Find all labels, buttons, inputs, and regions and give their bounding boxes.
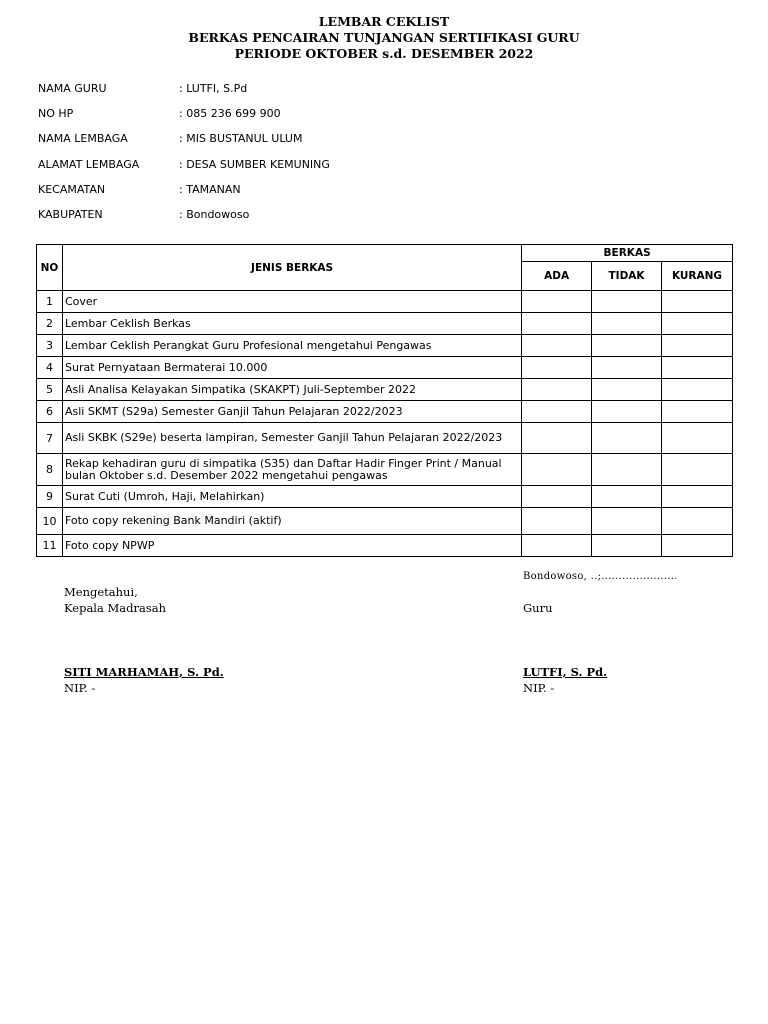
kurang-checkbox-cell[interactable] xyxy=(662,401,733,423)
info-value: : 085 236 699 900 xyxy=(179,107,281,121)
row-number: 7 xyxy=(37,423,63,454)
signature-right-role: Guru xyxy=(523,601,553,615)
kurang-checkbox-cell[interactable] xyxy=(662,357,733,379)
column-header-berkas: BERKAS xyxy=(522,245,733,262)
info-row-kabupaten xyxy=(38,208,538,233)
table-row xyxy=(37,454,733,486)
column-header-tidak: TIDAK xyxy=(592,262,662,291)
kurang-checkbox-cell[interactable] xyxy=(662,486,733,508)
row-number: 4 xyxy=(37,357,63,379)
info-value: : TAMANAN xyxy=(179,182,241,196)
table-row xyxy=(37,508,733,535)
ada-checkbox-cell[interactable] xyxy=(522,291,592,313)
table-row xyxy=(37,486,733,508)
row-jenis: Asli SKBK (S29e) beserta lampiran, Semester Ganjil Tahun Pelajaran 2022/2023 xyxy=(62,423,521,454)
table-row xyxy=(37,291,733,313)
table-row xyxy=(37,313,733,335)
table-row xyxy=(37,401,733,423)
info-value: : LUTFI, S.Pd xyxy=(179,82,248,95)
signature-date: Bondowoso, ..;...................... xyxy=(523,571,678,582)
row-jenis: Asli Analisa Kelayakan Simpatika (SKAKPT) Juli-September 2022 xyxy=(62,379,521,401)
row-number: 5 xyxy=(37,379,63,401)
row-jenis: Foto copy NPWP xyxy=(62,535,521,557)
document-header xyxy=(0,14,768,62)
signature-left-greeting: Mengetahui, xyxy=(64,585,138,599)
ada-checkbox-cell[interactable] xyxy=(522,535,592,557)
tidak-checkbox-cell[interactable] xyxy=(592,423,662,454)
kurang-checkbox-cell[interactable] xyxy=(662,535,733,557)
table-row xyxy=(37,335,733,357)
column-header-ada: ADA xyxy=(522,262,592,291)
header-subtitle: BERKAS PENCAIRAN TUNJANGAN SERTIFIKASI GURU xyxy=(188,30,580,45)
info-label: NO HP xyxy=(38,107,74,121)
row-number: 2 xyxy=(37,313,63,335)
column-header-kurang: KURANG xyxy=(662,262,733,291)
kurang-checkbox-cell[interactable] xyxy=(662,335,733,357)
row-jenis: Lembar Ceklish Perangkat Guru Profesional mengetahui Pengawas xyxy=(62,335,521,357)
info-label: KECAMATAN xyxy=(38,182,106,196)
row-number: 6 xyxy=(37,401,63,423)
info-row-nama-lembaga xyxy=(38,132,538,157)
ada-checkbox-cell[interactable] xyxy=(522,313,592,335)
ada-checkbox-cell[interactable] xyxy=(522,379,592,401)
row-jenis: Asli SKMT (S29a) Semester Ganjil Tahun Pelajaran 2022/2023 xyxy=(62,401,521,423)
kurang-checkbox-cell[interactable] xyxy=(662,379,733,401)
kurang-checkbox-cell[interactable] xyxy=(662,423,733,454)
info-row-nama-guru xyxy=(38,82,538,107)
ada-checkbox-cell[interactable] xyxy=(522,486,592,508)
row-number: 1 xyxy=(37,291,63,313)
signature-right-nip: NIP. - xyxy=(523,681,555,695)
info-row-kecamatan xyxy=(38,183,538,208)
checklist-table xyxy=(36,244,733,557)
info-value: : Bondowoso xyxy=(179,207,250,221)
column-header-jenis: JENIS BERKAS xyxy=(62,245,521,291)
info-value: : DESA SUMBER KEMUNING xyxy=(179,157,330,171)
table-row xyxy=(37,535,733,557)
info-label: NAMA GURU xyxy=(38,82,107,95)
tidak-checkbox-cell[interactable] xyxy=(592,379,662,401)
table-row xyxy=(37,423,733,454)
header-period: PERIODE OKTOBER s.d. DESEMBER 2022 xyxy=(234,46,534,61)
table-row xyxy=(37,379,733,401)
tidak-checkbox-cell[interactable] xyxy=(592,357,662,379)
signature-left-name: SITI MARHAMAH, S. Pd. xyxy=(64,665,224,679)
ada-checkbox-cell[interactable] xyxy=(522,335,592,357)
header-title: LEMBAR CEKLIST xyxy=(318,14,450,29)
tidak-checkbox-cell[interactable] xyxy=(592,401,662,423)
row-jenis: Surat Cuti (Umroh, Haji, Melahirkan) xyxy=(62,486,521,508)
ada-checkbox-cell[interactable] xyxy=(522,401,592,423)
info-label: KABUPATEN xyxy=(38,207,103,221)
row-number: 10 xyxy=(37,508,63,535)
tidak-checkbox-cell[interactable] xyxy=(592,313,662,335)
info-value: : MIS BUSTANUL ULUM xyxy=(179,132,303,146)
row-jenis: Foto copy rekening Bank Mandiri (aktif) xyxy=(62,508,521,535)
column-header-no: NO xyxy=(37,245,63,291)
tidak-checkbox-cell[interactable] xyxy=(592,291,662,313)
tidak-checkbox-cell[interactable] xyxy=(592,454,662,486)
info-label: ALAMAT LEMBAGA xyxy=(38,157,140,171)
tidak-checkbox-cell[interactable] xyxy=(592,508,662,535)
row-number: 11 xyxy=(37,535,63,557)
ada-checkbox-cell[interactable] xyxy=(522,454,592,486)
info-row-no-hp xyxy=(38,107,538,132)
info-label: NAMA LEMBAGA xyxy=(38,132,128,146)
signature-left-nip: NIP. - xyxy=(64,681,96,695)
signature-right-name: LUTFI, S. Pd. xyxy=(523,665,608,679)
row-jenis: Surat Pernyataan Bermaterai 10.000 xyxy=(62,357,521,379)
kurang-checkbox-cell[interactable] xyxy=(662,454,733,486)
row-jenis: Lembar Ceklish Berkas xyxy=(62,313,521,335)
tidak-checkbox-cell[interactable] xyxy=(592,335,662,357)
tidak-checkbox-cell[interactable] xyxy=(592,486,662,508)
kurang-checkbox-cell[interactable] xyxy=(662,508,733,535)
row-number: 8 xyxy=(37,454,63,486)
signature-left-role: Kepala Madrasah xyxy=(64,601,167,615)
tidak-checkbox-cell[interactable] xyxy=(592,535,662,557)
row-jenis: Cover xyxy=(62,291,521,313)
row-number: 3 xyxy=(37,335,63,357)
ada-checkbox-cell[interactable] xyxy=(522,508,592,535)
table-row xyxy=(37,357,733,379)
kurang-checkbox-cell[interactable] xyxy=(662,291,733,313)
kurang-checkbox-cell[interactable] xyxy=(662,313,733,335)
ada-checkbox-cell[interactable] xyxy=(522,357,592,379)
ada-checkbox-cell[interactable] xyxy=(522,423,592,454)
info-row-alamat-lembaga xyxy=(38,158,538,183)
row-number: 9 xyxy=(37,486,63,508)
row-jenis: Rekap kehadiran guru di simpatika (S35) dan Daftar Hadir Finger Print / Manual bulan Oktober s.d. Desember 2022 mengetahui pengawas xyxy=(62,454,521,486)
teacher-info xyxy=(38,82,538,233)
